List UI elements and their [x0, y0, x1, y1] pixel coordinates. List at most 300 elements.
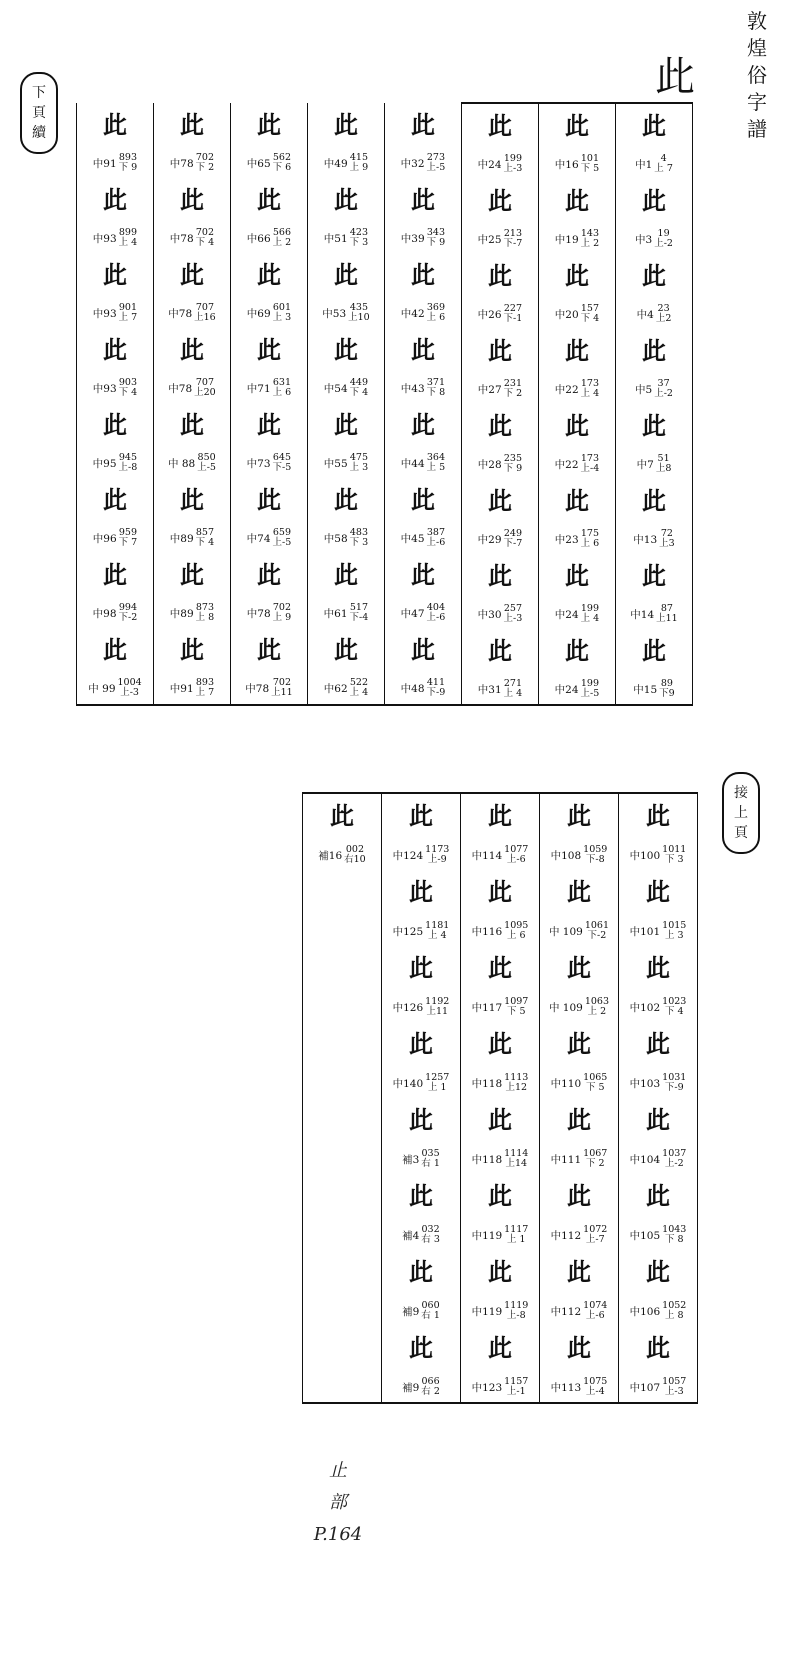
source-code: 中47 [400, 607, 425, 620]
page-number: 37 [657, 378, 670, 389]
variant-entry [462, 329, 538, 404]
line-number: 上 8 [664, 1310, 684, 1321]
page-line-fraction [421, 1377, 440, 1397]
line-number: 上16 [194, 312, 216, 323]
source-reference [93, 453, 138, 473]
variant-entry [385, 403, 461, 478]
badge-char: 頁 [32, 105, 46, 121]
page-number: 873 [195, 602, 214, 613]
source-reference [402, 1301, 440, 1321]
page-number: 1257 [425, 1072, 450, 1083]
page-line-fraction [119, 153, 138, 173]
variant-entry [308, 328, 384, 403]
source-code: 中54 [323, 382, 348, 395]
variant-entry [616, 104, 692, 179]
source-code: 中78 [246, 607, 271, 620]
variant-entry [540, 1250, 618, 1326]
variant-glyph: 此 [334, 485, 358, 514]
variant-entry [462, 104, 538, 179]
variant-glyph: 此 [409, 1105, 433, 1134]
variant-entry [619, 1250, 697, 1326]
line-number: 下 3 [349, 237, 369, 248]
variant-entry [77, 478, 153, 553]
source-reference [478, 154, 523, 174]
page-number: 173 [580, 453, 599, 464]
variant-glyph: 此 [567, 1257, 591, 1286]
source-code: 中102 [629, 1001, 661, 1014]
source-code: 中55 [323, 457, 348, 470]
page-number: 1061 [584, 920, 610, 931]
page-number: 343 [426, 227, 445, 238]
line-number: 上-5 [272, 537, 292, 548]
title-char: 字 [747, 90, 767, 114]
variant-entry [385, 478, 461, 553]
table-column [231, 103, 308, 705]
line-number: 上-3 [120, 687, 139, 698]
variant-entry [154, 478, 230, 553]
page-number: 1157 [504, 1376, 529, 1387]
variant-entry [461, 1022, 539, 1098]
source-reference [324, 453, 368, 473]
source-code: 中61 [323, 607, 348, 620]
source-reference [324, 528, 368, 548]
variant-entry [539, 404, 615, 479]
variant-entry [231, 553, 307, 628]
variant-entry [308, 178, 384, 253]
line-number: 上 3 [349, 462, 369, 473]
source-code: 補9 [402, 1381, 420, 1394]
table-column [462, 103, 539, 705]
variant-glyph: 此 [642, 561, 666, 590]
variant-glyph: 此 [180, 410, 204, 439]
line-number: 下 9 [503, 463, 523, 474]
variant-glyph: 此 [646, 1257, 670, 1286]
variant-glyph: 此 [411, 410, 435, 439]
line-number: 上 4 [427, 930, 447, 941]
page-line-fraction [504, 1073, 528, 1093]
page-line-fraction [662, 1149, 686, 1169]
variant-entry [540, 1022, 618, 1098]
source-reference [555, 229, 599, 249]
variant-entry [382, 794, 460, 870]
page-number: 1067 [583, 1148, 608, 1159]
source-reference [393, 1073, 450, 1093]
source-code: 中71 [246, 382, 271, 395]
page-line-fraction [662, 1225, 686, 1245]
variant-entry [616, 329, 692, 404]
line-number: 下 9 [426, 237, 446, 248]
source-reference [401, 303, 445, 323]
source-code: 補4 [402, 1229, 420, 1242]
line-number: 下 3 [664, 854, 684, 865]
page-line-fraction [118, 678, 142, 698]
source-code: 中101 [629, 925, 661, 938]
source-code: 中126 [392, 1001, 424, 1014]
page-number: 23 [657, 303, 670, 314]
page-number: 415 [349, 152, 368, 163]
source-reference [478, 379, 522, 399]
variant-entry [382, 1098, 460, 1174]
source-code: 中104 [629, 1153, 661, 1166]
source-reference [551, 1377, 608, 1397]
variant-entry [308, 628, 384, 703]
page-number: 1015 [662, 920, 687, 931]
line-number: 上-6 [426, 612, 446, 623]
badge-char: 頁 [734, 825, 748, 841]
badge-char: 下 [32, 85, 46, 101]
variant-glyph: 此 [565, 636, 589, 665]
variant-glyph: 此 [488, 186, 512, 215]
variant-glyph: 此 [488, 636, 512, 665]
table-column [77, 103, 154, 705]
variant-glyph: 此 [180, 335, 204, 364]
line-number: 上 3 [664, 930, 684, 941]
line-number: 右10 [344, 854, 366, 865]
page-number: 1023 [662, 996, 687, 1007]
page-line-fraction [427, 678, 446, 698]
variant-entry [382, 870, 460, 946]
source-code: 中107 [629, 1381, 661, 1394]
source-reference [635, 229, 673, 249]
source-reference [472, 1149, 529, 1169]
source-code: 中 109 [548, 925, 583, 938]
variant-glyph: 此 [642, 636, 666, 665]
page-number: 707 [195, 302, 214, 313]
line-number: 上-1 [506, 1386, 526, 1397]
source-reference [324, 378, 368, 398]
variant-entry [616, 479, 692, 554]
variant-table-top [76, 102, 693, 706]
page-number: 702 [195, 227, 214, 238]
page-number: 1043 [662, 1224, 687, 1235]
variant-glyph: 此 [334, 110, 358, 139]
source-code: 中62 [323, 682, 348, 695]
source-reference [401, 228, 445, 248]
variant-entry [540, 1174, 618, 1250]
source-reference [88, 678, 141, 698]
page-number: 702 [195, 152, 214, 163]
page-line-fraction [273, 378, 292, 398]
variant-glyph: 此 [567, 801, 591, 830]
variant-glyph: 此 [565, 186, 589, 215]
source-code: 中111 [550, 1153, 582, 1166]
source-code: 中103 [629, 1077, 661, 1090]
title-char: 煌 [747, 36, 767, 60]
page-line-fraction [119, 378, 138, 398]
variant-glyph: 此 [334, 560, 358, 589]
variant-glyph: 此 [642, 111, 666, 140]
source-code: 中118 [471, 1077, 503, 1090]
source-reference [170, 603, 214, 623]
page-line-fraction [583, 1301, 607, 1321]
source-reference [630, 1225, 687, 1245]
variant-glyph: 此 [409, 1181, 433, 1210]
page-number: 227 [503, 303, 522, 314]
source-reference [247, 603, 291, 623]
page-number: 1004 [117, 677, 142, 688]
variant-entry [540, 794, 618, 870]
source-code: 中96 [92, 532, 117, 545]
source-code: 中22 [554, 458, 579, 471]
variant-entry [616, 629, 692, 704]
line-number: 上-5 [426, 162, 446, 173]
source-code: 中24 [554, 683, 579, 696]
page-line-fraction [119, 603, 138, 623]
page-number: 1065 [583, 1072, 608, 1083]
source-reference [401, 453, 445, 473]
line-number: 右 1 [421, 1158, 440, 1169]
page-line-fraction [273, 528, 292, 548]
page-line-fraction [656, 604, 678, 624]
page-number: 1037 [662, 1148, 687, 1159]
source-reference [555, 679, 600, 699]
page-number: 273 [426, 152, 445, 163]
variant-glyph: 此 [565, 261, 589, 290]
page-number: 213 [503, 228, 522, 239]
variant-entry [619, 794, 697, 870]
source-reference [93, 303, 137, 323]
source-code: 中110 [550, 1077, 582, 1090]
page-line-fraction [273, 603, 292, 623]
variant-glyph: 此 [488, 1257, 512, 1286]
page-line-fraction [504, 1149, 528, 1169]
source-reference [168, 378, 215, 398]
source-reference [630, 1377, 687, 1397]
variant-entry [231, 178, 307, 253]
line-number: 上 7 [654, 163, 673, 174]
variant-glyph: 此 [409, 1257, 433, 1286]
variant-glyph: 此 [409, 877, 433, 906]
source-code: 中13 [633, 533, 658, 546]
variant-entry [308, 553, 384, 628]
page-line-fraction [350, 453, 369, 473]
variant-glyph: 此 [488, 486, 512, 515]
variant-glyph: 此 [257, 335, 281, 364]
variant-entry [461, 1098, 539, 1174]
page-line-fraction [271, 678, 293, 698]
line-number: 上11 [656, 613, 678, 624]
page-number: 483 [349, 527, 368, 538]
page-line-fraction [425, 921, 449, 941]
line-number: 上 4 [349, 687, 369, 698]
source-code: 中69 [246, 307, 271, 320]
page-number: 645 [272, 452, 291, 463]
page-number: 199 [580, 603, 599, 614]
heading-character: 此 [655, 54, 695, 100]
variant-entry [385, 253, 461, 328]
line-number: 下-9 [664, 1082, 684, 1093]
page-number: 87 [660, 603, 673, 614]
table-column [385, 103, 462, 705]
note-line: P.164 [313, 1524, 363, 1545]
line-number: 下 5 [580, 163, 600, 174]
source-code: 中106 [629, 1305, 661, 1318]
variant-glyph: 此 [488, 801, 512, 830]
page-line-fraction [119, 528, 138, 548]
source-reference [401, 378, 445, 398]
source-code: 中39 [400, 232, 425, 245]
table-column [154, 103, 231, 705]
source-reference [555, 304, 599, 324]
page-number: 702 [272, 602, 291, 613]
source-code: 中29 [477, 533, 502, 546]
line-number: 上-9 [427, 854, 447, 865]
line-number: 上 1 [506, 1234, 526, 1245]
variant-entry [154, 628, 230, 703]
variant-entry [616, 554, 692, 629]
page-line-fraction [504, 454, 523, 474]
page-number: 101 [580, 153, 599, 164]
variant-entry [77, 103, 153, 178]
page-number: 371 [426, 377, 445, 388]
line-number: 下 8 [426, 387, 446, 398]
variant-entry [540, 946, 618, 1022]
line-number: 上 9 [349, 162, 369, 173]
source-reference [402, 1377, 440, 1397]
page-number: 1117 [504, 1224, 529, 1235]
page-number: 1097 [504, 996, 529, 1007]
page-line-fraction [581, 454, 600, 474]
variant-entry [461, 1174, 539, 1250]
variant-glyph: 此 [180, 185, 204, 214]
page-line-fraction [196, 153, 215, 173]
line-number: 上20 [194, 387, 216, 398]
source-reference [247, 228, 291, 248]
line-number: 上 6 [506, 930, 526, 941]
variant-glyph: 此 [488, 336, 512, 365]
line-number: 下 2 [585, 1158, 605, 1169]
line-number: 下-4 [349, 612, 369, 623]
variant-glyph: 此 [411, 485, 435, 514]
variant-entry [461, 794, 539, 870]
line-number: 上-8 [506, 1310, 526, 1321]
variant-glyph: 此 [409, 1029, 433, 1058]
page-number: 1114 [504, 1148, 529, 1159]
badge-continued-next-page [20, 72, 58, 154]
page-line-fraction [197, 453, 216, 473]
line-number: 下 5 [585, 1082, 605, 1093]
variant-entry [619, 1022, 697, 1098]
source-code: 中114 [471, 849, 503, 862]
source-code: 中119 [471, 1229, 503, 1242]
source-code: 中28 [477, 458, 502, 471]
variant-glyph: 此 [180, 485, 204, 514]
source-reference [472, 1073, 529, 1093]
source-reference [401, 528, 446, 548]
source-reference [168, 453, 216, 473]
page-number: 994 [118, 602, 137, 613]
variant-glyph: 此 [642, 411, 666, 440]
line-number: 上 7 [118, 312, 138, 323]
variant-entry [461, 946, 539, 1022]
source-reference [93, 228, 137, 248]
line-number: 右 3 [421, 1234, 440, 1245]
source-reference [324, 153, 368, 173]
source-reference [402, 1225, 440, 1245]
source-code: 中78 [169, 157, 194, 170]
page-line-fraction [583, 1149, 607, 1169]
line-number: 上 3 [272, 312, 292, 323]
variant-entry [385, 328, 461, 403]
page-line-fraction [662, 921, 686, 941]
variant-entry [308, 478, 384, 553]
badge-char: 接 [734, 785, 748, 801]
page-line-fraction [427, 453, 446, 473]
line-number: 上12 [505, 1082, 528, 1093]
variant-glyph: 此 [488, 111, 512, 140]
line-number: 下 2 [503, 388, 523, 399]
variant-glyph: 此 [334, 185, 358, 214]
variant-glyph: 此 [646, 877, 670, 906]
line-number: 下-5 [272, 462, 292, 473]
line-number: 下 4 [664, 1006, 684, 1017]
line-number: 上-6 [426, 537, 446, 548]
source-code: 中4 [636, 308, 654, 321]
page-number: 51 [657, 453, 670, 464]
variant-glyph: 此 [180, 260, 204, 289]
variant-entry [154, 178, 230, 253]
variant-entry [461, 1326, 539, 1402]
source-reference [401, 678, 446, 698]
line-number: 下 5 [506, 1006, 526, 1017]
variant-entry [154, 253, 230, 328]
page-line-fraction [581, 529, 600, 549]
source-reference [247, 378, 291, 398]
source-code: 中3 [635, 233, 653, 246]
source-reference [402, 1149, 440, 1169]
variant-entry [539, 254, 615, 329]
line-number: 上-8 [118, 462, 138, 473]
source-code: 中91 [92, 157, 117, 170]
table-column [461, 793, 540, 1403]
page-number: 857 [195, 527, 214, 538]
line-number: 上 4 [580, 613, 600, 624]
source-code: 中14 [630, 608, 655, 621]
source-code: 中89 [169, 532, 194, 545]
source-reference [555, 379, 599, 399]
source-code: 中31 [477, 683, 502, 696]
variant-glyph: 此 [180, 110, 204, 139]
source-code: 中66 [246, 232, 271, 245]
variant-glyph: 此 [642, 336, 666, 365]
variant-glyph: 此 [409, 1333, 433, 1362]
line-number: 右 1 [421, 1310, 440, 1321]
page-line-fraction [659, 529, 675, 549]
line-number: 上3 [659, 538, 675, 549]
source-code: 中15 [633, 683, 658, 696]
line-number: 下 4 [195, 537, 215, 548]
source-reference [247, 453, 292, 473]
variant-glyph: 此 [409, 953, 433, 982]
page-number: 235 [503, 453, 522, 464]
variant-glyph: 此 [488, 877, 512, 906]
line-number: 下 4 [195, 237, 215, 248]
variant-entry [539, 329, 615, 404]
page-number: 1075 [583, 1376, 608, 1387]
variant-entry [154, 103, 230, 178]
page-number: 035 [421, 1148, 440, 1159]
page-number: 707 [195, 377, 214, 388]
source-reference [168, 303, 215, 323]
variant-glyph: 此 [257, 185, 281, 214]
badge-char: 續 [32, 125, 46, 141]
source-reference [630, 1073, 687, 1093]
variant-entry [77, 403, 153, 478]
source-reference [170, 528, 214, 548]
line-number: 上-3 [503, 613, 523, 624]
source-reference [478, 529, 523, 549]
source-reference [555, 454, 600, 474]
